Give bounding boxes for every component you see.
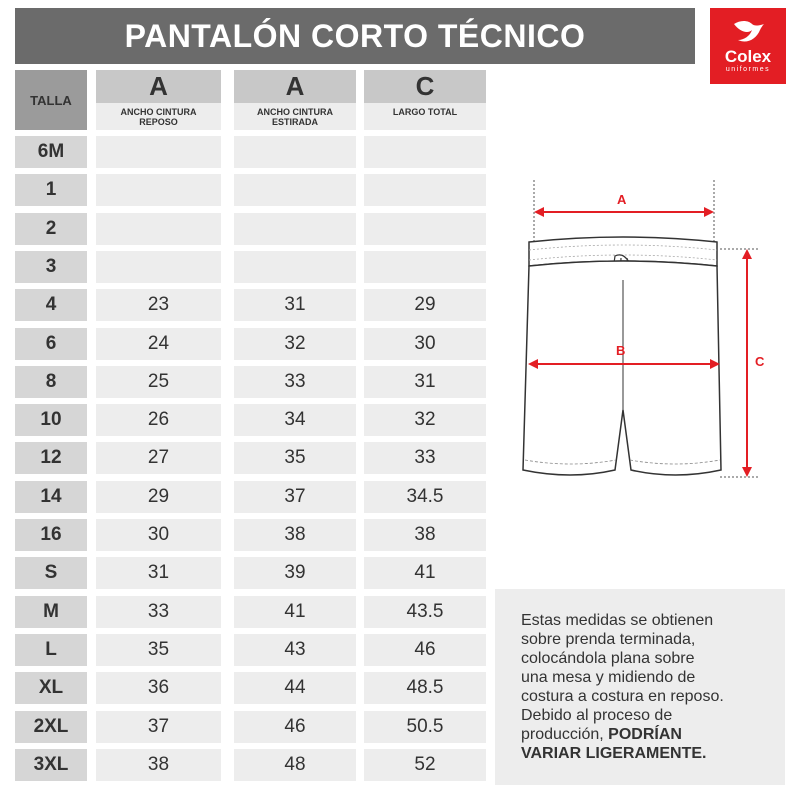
measurement-cell: 24 (96, 328, 221, 360)
measurement-cell: 35 (234, 442, 356, 474)
size-label: 6 (15, 328, 87, 360)
measurement-cell: 30 (96, 519, 221, 551)
shorts-diagram (515, 170, 800, 500)
column-header-waist-relaxed (96, 70, 221, 130)
column-header-waist-stretched (234, 70, 356, 130)
dimension-label-a: A (617, 192, 627, 207)
note-line: Debido al proceso de (521, 707, 673, 724)
size-label: 12 (15, 442, 87, 474)
measurement-cell: 48 (234, 749, 356, 781)
column-description: LARGO TOTAL (392, 107, 458, 117)
measurement-cell: 25 (96, 366, 221, 398)
measurement-cell: 39 (234, 557, 356, 589)
measurement-cell: 32 (234, 328, 356, 360)
brand-name: Colex (724, 47, 772, 66)
measurement-cell: 41 (234, 596, 356, 628)
bird-icon (730, 18, 766, 48)
measurement-cell (234, 136, 356, 168)
measurement-cell (364, 174, 486, 206)
size-label: 4 (15, 289, 87, 321)
dimension-label-c: C (755, 354, 765, 369)
measurement-cell: 46 (234, 711, 356, 743)
measurement-cell: 29 (96, 481, 221, 513)
measurement-cell (234, 213, 356, 245)
measurement-cell (364, 136, 486, 168)
size-label: 3XL (15, 749, 87, 781)
measurement-cell: 23 (96, 289, 221, 321)
measurement-cell: 31 (96, 557, 221, 589)
size-label: 10 (15, 404, 87, 436)
measurement-cell: 27 (96, 442, 221, 474)
size-label: 2XL (15, 711, 87, 743)
column-letter: A (234, 70, 356, 103)
column-header-total-length (364, 70, 486, 130)
measurement-cell: 37 (234, 481, 356, 513)
note-line: Estas medidas se obtienen (521, 612, 714, 629)
measurement-cell: 33 (96, 596, 221, 628)
measurement-cell: 31 (364, 366, 486, 398)
note-line: producción, PODRÍAN (521, 726, 682, 743)
size-column-header: TALLA (15, 70, 87, 130)
page-title: PANTALÓN CORTO TÉCNICO (15, 8, 695, 64)
measurement-note (495, 589, 785, 785)
note-line: costura a costura en reposo. (521, 688, 724, 705)
size-label: 6M (15, 136, 87, 168)
note-line: una mesa y midiendo de (521, 669, 696, 686)
measurement-cell: 37 (96, 711, 221, 743)
measurement-cell: 30 (364, 328, 486, 360)
size-label: M (15, 596, 87, 628)
size-label: S (15, 557, 87, 589)
measurement-cell: 38 (96, 749, 221, 781)
measurement-cell: 36 (96, 672, 221, 704)
note-line: colocándola plana sobre (521, 650, 695, 667)
measurement-cell: 44 (234, 672, 356, 704)
column-letter: C (364, 70, 486, 103)
shorts-illustration (515, 170, 800, 500)
brand-tagline: uniformes (725, 66, 771, 73)
size-label: XL (15, 672, 87, 704)
measurement-cell: 43.5 (364, 596, 486, 628)
note-line: VARIAR LIGERAMENTE. (521, 745, 707, 762)
measurement-cell: 26 (96, 404, 221, 436)
measurement-cell (96, 136, 221, 168)
measurement-cell: 32 (364, 404, 486, 436)
measurement-cell (364, 251, 486, 283)
measurement-cell (96, 251, 221, 283)
size-label: 1 (15, 174, 87, 206)
column-description: ANCHO CINTURA ESTIRADA (257, 107, 333, 127)
measurement-cell: 52 (364, 749, 486, 781)
measurement-cell: 41 (364, 557, 486, 589)
measurement-cell (96, 213, 221, 245)
measurement-cell: 43 (234, 634, 356, 666)
size-label: L (15, 634, 87, 666)
size-label: 8 (15, 366, 87, 398)
column-letter: A (96, 70, 221, 103)
measurement-cell: 48.5 (364, 672, 486, 704)
note-line: sobre prenda terminada, (521, 631, 696, 648)
size-label: 16 (15, 519, 87, 551)
measurement-cell: 35 (96, 634, 221, 666)
column-description: ANCHO CINTURA REPOSO (120, 107, 197, 127)
measurement-cell (234, 251, 356, 283)
brand-logo (710, 8, 786, 84)
measurement-cell: 33 (234, 366, 356, 398)
measurement-cell: 34 (234, 404, 356, 436)
measurement-cell: 38 (364, 519, 486, 551)
measurement-cell: 38 (234, 519, 356, 551)
measurement-cell: 46 (364, 634, 486, 666)
measurement-cell (96, 174, 221, 206)
measurement-cell: 29 (364, 289, 486, 321)
size-label: 2 (15, 213, 87, 245)
measurement-cell: 50.5 (364, 711, 486, 743)
dimension-label-b: B (616, 343, 626, 358)
measurement-cell: 31 (234, 289, 356, 321)
measurement-cell (234, 174, 356, 206)
size-label: 14 (15, 481, 87, 513)
size-label: 3 (15, 251, 87, 283)
measurement-cell: 34.5 (364, 481, 486, 513)
measurement-cell: 33 (364, 442, 486, 474)
measurement-cell (364, 213, 486, 245)
